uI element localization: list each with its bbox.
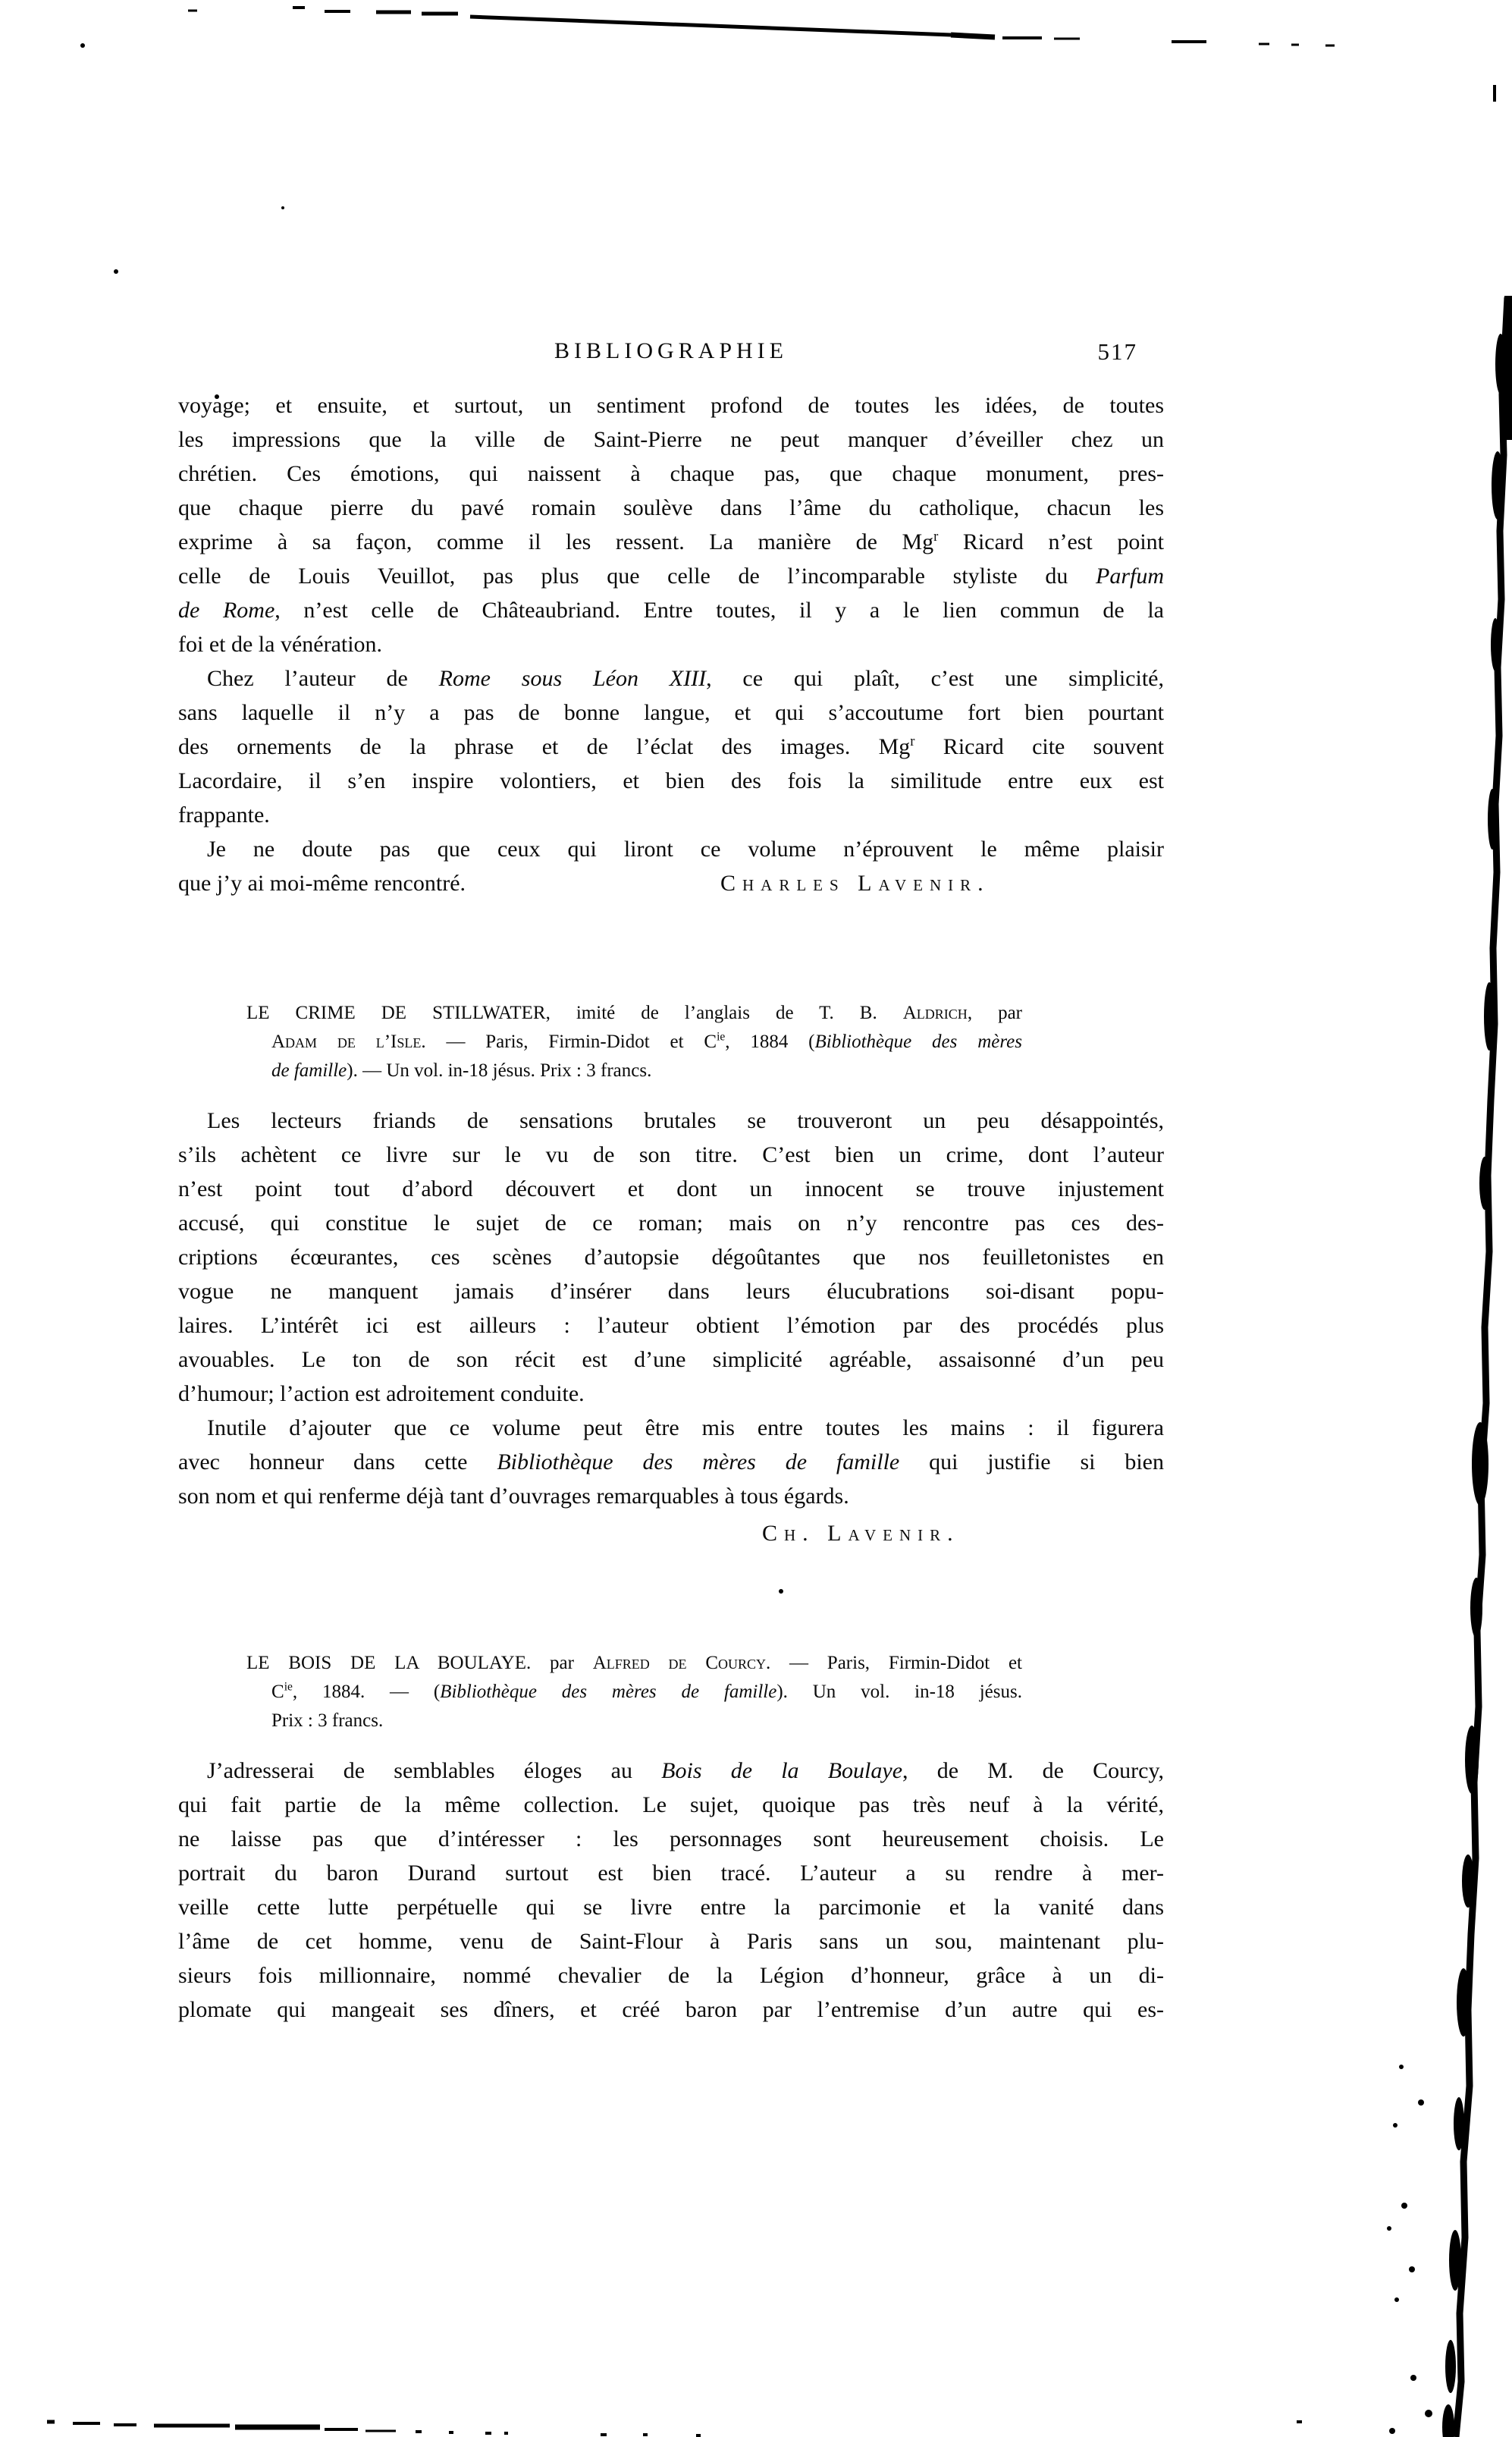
text-line: qui fait partie de la même collection. Le sujet, quoique pas très neuf à la vérité,: [178, 1792, 1164, 1817]
text-line: que chaque pierre du pavé romain soulève dans l’âme du catholique, chacun les: [178, 495, 1164, 520]
text-line: Chez l’auteur de Rome sous Léon XIII, ce qui plaît, c’est une simplicité,: [207, 666, 1164, 691]
text-line: d’humour; l’action est adroitement conduite.: [178, 1381, 585, 1406]
text-line: l’âme de cet homme, venu de Saint-Flour à Paris sans un sou, maintenant plu-: [178, 1929, 1164, 1954]
text-column: [178, 388, 1164, 2027]
text-line: Prix : 3 francs.: [271, 1710, 384, 1731]
text-line: ne laisse pas que d’intéresser : les personnages sont heureusement choisis. Le: [178, 1826, 1164, 1851]
paragraph: [178, 1411, 1164, 1513]
signature-line: [178, 1516, 1164, 1550]
text-line: sieurs fois millionnaire, nommé chevalier de la Légion d’honneur, grâce à un di-: [178, 1963, 1164, 1988]
text-line: voyage; et ensuite, et surtout, un sentiment profond de toutes les idées, de toutes: [178, 393, 1164, 418]
text-line: s’ils achètent ce livre sur le vu de son titre. C’est bien un crime, dont l’auteur: [178, 1142, 1164, 1167]
paragraph: [178, 1754, 1164, 2027]
bibliographic-entry: [246, 1649, 1022, 1735]
text-line: chrétien. Ces émotions, qui naissent à chaque pas, que chaque monument, pres-: [178, 461, 1164, 486]
paragraph: [178, 1104, 1164, 1411]
text-line: des ornements de la phrase et de l’éclat des images. Mg$^r$ Ricard cite souvent: [178, 733, 1165, 759]
text-line: exprime à sa façon, comme il les ressent. La manière de Mg$^r$ Ricard n’est point: [178, 529, 1164, 554]
text-line: $C^{ie}$, 1884. — (Bibliothèque des mères de famille). Un vol. in-18 jésus.: [271, 1680, 1022, 1702]
text-line: avouables. Le ton de son récit est d’une simplicité agréable, assaisonné d’un peu: [178, 1347, 1164, 1372]
text-line: sans laquelle il n’y a pas de bonne langue, et qui s’accoutume fort bien pourtant: [178, 700, 1164, 725]
text-line: [178, 866, 1164, 900]
text-line: criptions écœurantes, ces scènes d’autopsie dégoûtantes que nos feuilletonistes en: [178, 1245, 1164, 1270]
text-line: son nom et qui renferme déjà tant d’ouvrages remarquables à tous égards.: [178, 1484, 849, 1509]
bottom-edge-dashes: [47, 2422, 1302, 2435]
text-line: veille cette lutte perpétuelle qui se livre entre la parcimonie et la vanité dans: [178, 1895, 1164, 1920]
text-line: Lacordaire, il s’en inspire volontiers, et bien des fois la similitude entre eux est: [178, 768, 1164, 793]
text-line: portrait du baron Durand surtout est bien tracé. L’auteur a su rendre à mer-: [178, 1861, 1164, 1886]
text-line: les impressions que la ville de Saint-Pierre ne peut manquer d’éveiller chez un: [178, 427, 1164, 452]
text-line: Je ne doute pas que ceux qui liront ce volume n’éprouvent le même plaisir: [207, 837, 1164, 862]
paragraph: [178, 832, 1164, 900]
text-line: laires. L’intérêt ici est ailleurs : l’auteur obtient l’émotion par des procédés plus: [178, 1313, 1164, 1338]
text-line: de Rome, n’est celle de Châteaubriand. Entre toutes, il y a le lien commun de la: [178, 598, 1164, 623]
text-line: Les lecteurs friands de sensations brutales se trouveront un peu désappointés,: [207, 1108, 1164, 1133]
text-line: avec honneur dans cette Bibliothèque des mères de famille qui justifie si bien: [178, 1449, 1164, 1474]
text-line: plomate qui mangeait ses dîners, et créé baron par l’entremise d’un autre qui es-: [178, 1997, 1164, 2022]
right-gutter-shadow: [1442, 85, 1512, 2437]
text-line: foi et de la vénération.: [178, 632, 383, 657]
text-line: frappante.: [178, 802, 270, 828]
paragraph: [178, 388, 1164, 661]
top-edge-line: [188, 8, 1335, 46]
text-line: J’adresserai de semblables éloges au Bois de la Boulaye, de M. de Courcy,: [207, 1758, 1164, 1783]
paragraph: [178, 661, 1164, 832]
page-title: BIBLIOGRAPHIE: [554, 338, 788, 363]
bibliographic-entry: [246, 999, 1022, 1085]
text-line: Adam de l’Isle. — Paris, Firmin-Didot et $C^{ie}$, 1884 (Bibliothèque des mères: [271, 1030, 1022, 1052]
signature: Ch. Lavenir.: [762, 1521, 960, 1546]
text-line: accusé, qui constitue le sujet de ce roman; mais on n’y rencontre pas ces des-: [178, 1211, 1164, 1236]
text-line-text: que j’y ai moi-même rencontré.: [178, 871, 466, 896]
text-line: LE BOIS DE LA BOULAYE. par Alfred de Courcy. — Paris, Firmin-Didot et: [246, 1653, 1022, 1673]
text-line: de famille). — Un vol. in-18 jésus. Prix : 3 francs.: [271, 1060, 652, 1081]
page-number: 517: [1097, 338, 1137, 365]
text-line: vogue ne manquent jamais d’insérer dans leurs élucubrations soi-disant popu-: [178, 1279, 1164, 1304]
text-line: LE CRIME DE STILLWATER, imité de l’anglais de T. B. Aldrich, par: [246, 1003, 1022, 1023]
text-line: celle de Louis Veuillot, pas plus que celle de l’incomparable styliste du Parfum: [178, 564, 1164, 589]
text-line: Inutile d’ajouter que ce volume peut être mis entre toutes les mains : il figurera: [207, 1415, 1164, 1440]
signature: Charles Lavenir.: [720, 871, 990, 896]
text-line: n’est point tout d’abord découvert et dont un innocent se trouve injustement: [178, 1176, 1164, 1201]
running-head: [178, 338, 1164, 373]
